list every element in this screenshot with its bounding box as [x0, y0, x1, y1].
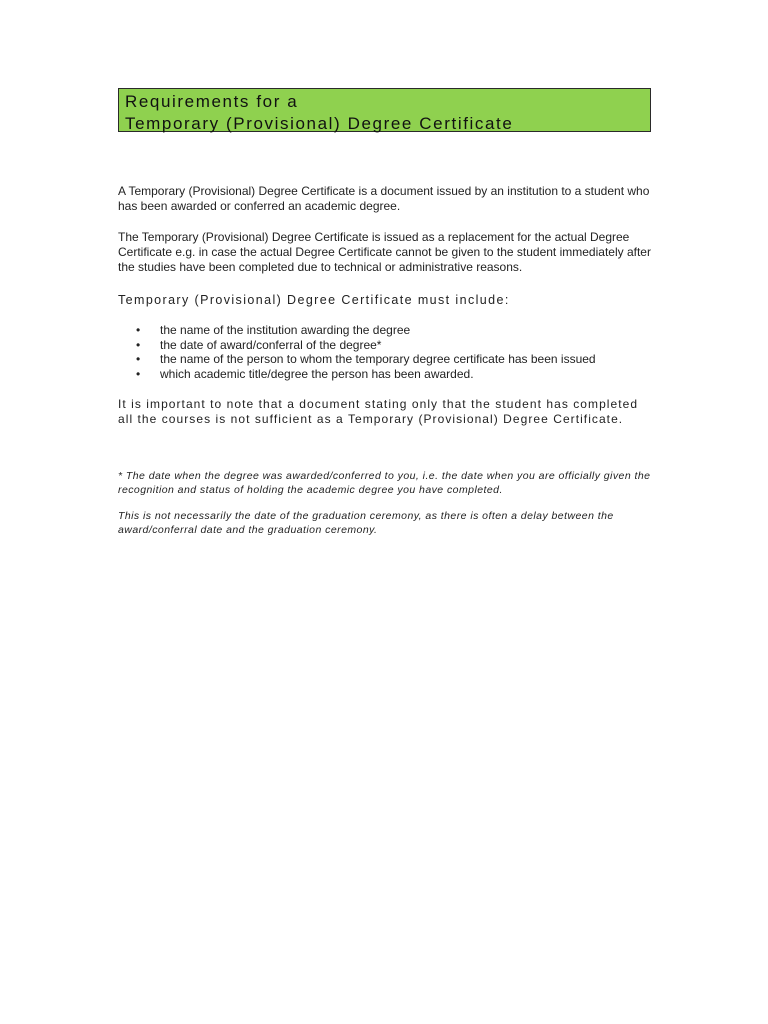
must-include-heading: Temporary (Provisional) Degree Certificate must include:	[118, 293, 510, 307]
bullet: •	[136, 323, 141, 337]
requirements-list	[118, 323, 651, 381]
document-page	[118, 88, 651, 537]
requirement-text: the name of the institution awarding the degree	[160, 323, 411, 337]
important-note: It is important to note that a document stating only that the student has completed all the courses is not sufficient as a Temporary (Provisional) Degree Certificate.	[118, 397, 639, 426]
list-item	[118, 338, 651, 353]
title-banner	[118, 88, 651, 132]
list-item	[118, 323, 651, 338]
requirement-text: which academic title/degree the person has been awarded.	[160, 366, 474, 381]
bullet: •	[136, 337, 141, 352]
bullet: •	[136, 352, 141, 366]
requirement-text: the date of award/conferral of the degree*	[160, 337, 382, 352]
requirement-text: the name of the person to whom the temporary degree certificate has been issued	[160, 352, 596, 366]
replacement-paragraph: The Temporary (Provisional) Degree Certificate is issued as a replacement for the actual Degree Certificate e.g. in case the actual Degree Certificate cannot be given to the student immediately after the studies have been completed due to technical or administrative reasons.	[118, 230, 651, 274]
bullet: •	[136, 366, 141, 381]
list-item	[118, 352, 651, 367]
footnote-ceremony-note: This is not necessarily the date of the graduation ceremony, as there is often a delay between the award/conferral date and the graduation ceremony.	[118, 510, 614, 536]
title-line-1: Requirements for a	[125, 92, 299, 111]
list-item	[118, 367, 651, 382]
title-line-2: Temporary (Provisional) Degree Certificate	[125, 114, 514, 133]
intro-paragraph: A Temporary (Provisional) Degree Certificate is a document issued by an institution to a student who has been awarded or conferred an academic degree.	[118, 184, 650, 213]
footnote-date-definition: * The date when the degree was awarded/conferred to you, i.e. the date when you are officially given the recognition and status of holding the academic degree you have completed.	[118, 470, 651, 496]
